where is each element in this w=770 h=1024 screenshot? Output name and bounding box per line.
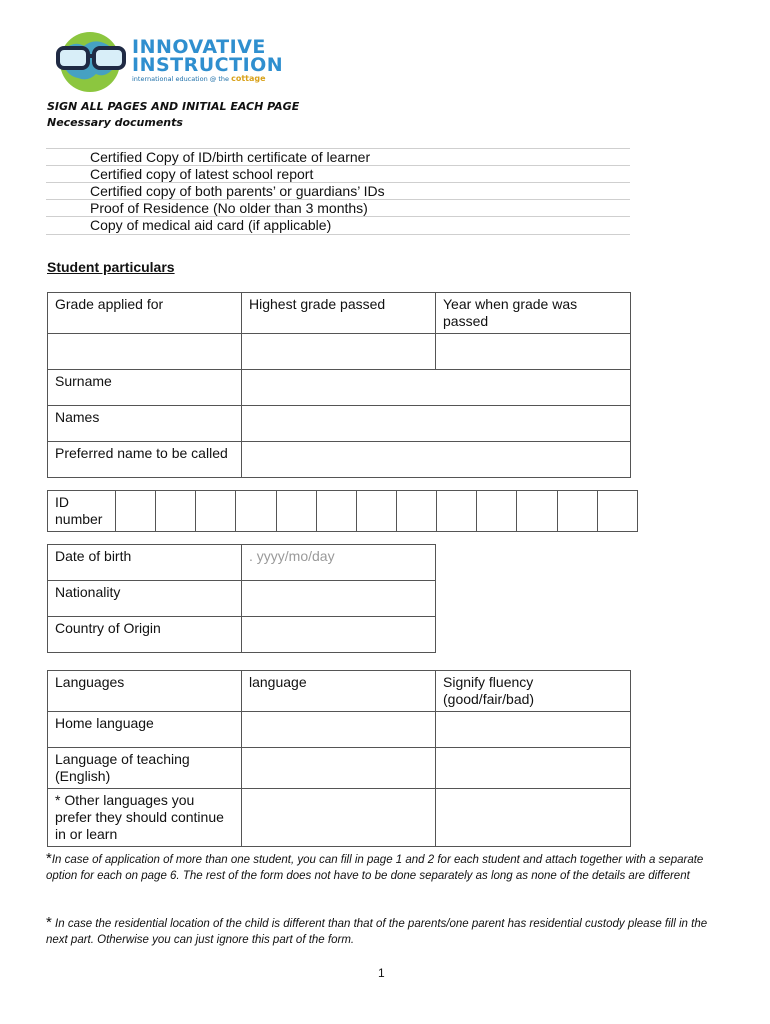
school-logo: [54, 30, 294, 94]
nationality-field[interactable]: [242, 581, 436, 617]
names-label: Names: [48, 406, 242, 442]
id-digit-box[interactable]: [597, 491, 637, 532]
multiple-students-footnote: *In case of application of more than one student, you can fill in page 1 and 2 for each student and attach together with a separate option for each on page 6. The rest of the form does not have to be done separately as long as none of the details are different: [46, 850, 704, 882]
logo-wordmark-line1: INNOVATIVE: [132, 36, 266, 58]
id-digit-box[interactable]: [396, 491, 436, 532]
id-digit-box[interactable]: [517, 491, 557, 532]
country-origin-label: Country of Origin: [48, 617, 242, 653]
languages-header: Languages: [48, 671, 242, 712]
teaching-language-fluency-field[interactable]: [436, 748, 631, 789]
highest-grade-field[interactable]: [242, 334, 436, 370]
id-digit-box[interactable]: [236, 491, 276, 532]
home-language-field[interactable]: [242, 712, 436, 748]
year-passed-field[interactable]: [436, 334, 631, 370]
student-particulars-table: [47, 292, 631, 478]
nationality-label: Nationality: [48, 581, 242, 617]
other-languages-label: * Other languages you prefer they should continue in or learn: [48, 789, 242, 847]
id-digit-box[interactable]: [356, 491, 396, 532]
dob-label: Date of birth: [48, 545, 242, 581]
teaching-language-label: Language of teaching (English): [48, 748, 242, 789]
id-digit-box[interactable]: [437, 491, 477, 532]
document-item: Certified copy of both parents’ or guardians’ IDs: [46, 182, 630, 199]
country-origin-field[interactable]: [242, 617, 436, 653]
grade-applied-field[interactable]: [48, 334, 242, 370]
documents-list: [46, 148, 630, 235]
home-language-fluency-field[interactable]: [436, 712, 631, 748]
id-digit-box[interactable]: [316, 491, 356, 532]
surname-field[interactable]: [242, 370, 631, 406]
sign-pages-note: SIGN ALL PAGES AND INITIAL EACH PAGE: [47, 100, 300, 113]
year-passed-label: Year when grade was passed: [436, 293, 631, 334]
logo-wordmark-line2: INSTRUCTION: [132, 54, 284, 76]
necessary-documents-heading: Necessary documents: [47, 116, 183, 129]
teaching-language-field[interactable]: [242, 748, 436, 789]
names-field[interactable]: [242, 406, 631, 442]
student-particulars-heading: Student particulars: [47, 259, 175, 275]
page-number: 1: [378, 966, 385, 980]
id-number-label: ID number: [48, 491, 116, 532]
logo-tagline: international education @ the cottage: [132, 74, 266, 83]
document-item: Proof of Residence (No older than 3 months): [46, 199, 630, 216]
fluency-header: Signify fluency (good/fair/bad): [436, 671, 631, 712]
id-digit-box[interactable]: [477, 491, 517, 532]
grade-applied-label: Grade applied for: [48, 293, 242, 334]
preferred-name-field[interactable]: [242, 442, 631, 478]
languages-table: [47, 670, 631, 847]
globe-glasses-icon: [54, 30, 134, 94]
residential-footnote: * In case the residential location of the child is different than that of the parents/one parent has residential custody please fill in the next part. Otherwise you can just ignore this part of the form.: [46, 914, 708, 946]
document-item: Copy of medical aid card (if applicable): [46, 216, 630, 235]
id-digit-box[interactable]: [557, 491, 597, 532]
document-item: Certified Copy of ID/birth certificate of learner: [46, 148, 630, 165]
other-languages-fluency-field[interactable]: [436, 789, 631, 847]
highest-grade-label: Highest grade passed: [242, 293, 436, 334]
birth-nationality-table: [47, 544, 436, 653]
dob-field[interactable]: . yyyy/mo/day: [242, 545, 436, 581]
document-item: Certified copy of latest school report: [46, 165, 630, 182]
id-digit-box[interactable]: [196, 491, 236, 532]
preferred-name-label: Preferred name to be called: [48, 442, 242, 478]
id-number-table: [47, 490, 638, 532]
id-digit-box[interactable]: [156, 491, 196, 532]
id-digit-box[interactable]: [276, 491, 316, 532]
surname-label: Surname: [48, 370, 242, 406]
language-header: language: [242, 671, 436, 712]
other-languages-field[interactable]: [242, 789, 436, 847]
home-language-label: Home language: [48, 712, 242, 748]
id-digit-box[interactable]: [116, 491, 156, 532]
